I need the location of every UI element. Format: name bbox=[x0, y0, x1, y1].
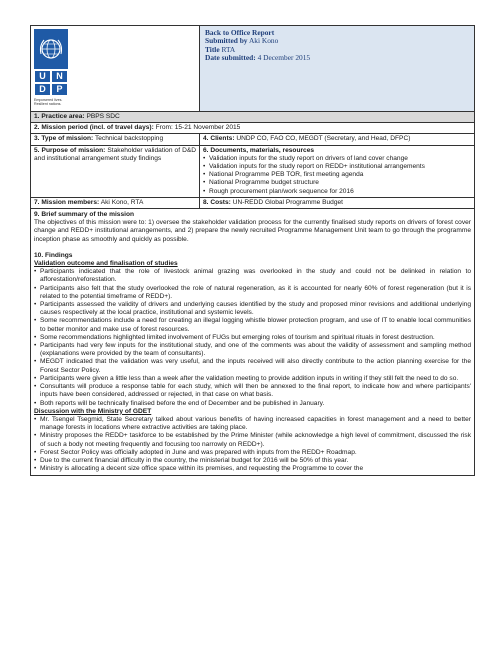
header-row bbox=[31, 26, 475, 112]
list-item: • Both reports will be technically finalised before the end of December and be published in January. bbox=[34, 400, 471, 408]
mission-period-label: 2. Mission period (incl. of travel days): bbox=[34, 124, 154, 132]
logo-letter: N bbox=[51, 70, 68, 83]
practice-area-row bbox=[31, 112, 475, 123]
ministry-list bbox=[34, 416, 471, 473]
summary-text: The objectives of this mission were to: 1) oversee the stakeholder validation process for the currently finalised study reports on drivers of forest cover change and REDD+ institutional arrangements, and 2) prepare the newly recruited Programme Management Unit team to go through the programme inception phase as smoothly and quickly as possible. bbox=[34, 219, 471, 243]
report-header-info bbox=[200, 26, 475, 112]
date-label: Date submitted: bbox=[205, 53, 256, 63]
list-item: • Mr. Tsengel Tsegmid, State Secretary talked about various benefits of having increased capacities in forest management and a need to better manage forests in locations where extractive activities are taking place. bbox=[34, 416, 471, 432]
list-item: • National Programme PEB TOR, first meeting agenda bbox=[203, 171, 471, 179]
clients-label: 4. Clients: bbox=[203, 135, 235, 143]
mission-period-value: From: 15-21 November 2015 bbox=[155, 124, 241, 132]
purpose-row bbox=[31, 145, 475, 197]
costs-value: UN-REDD Global Programme Budget bbox=[232, 198, 344, 206]
ministry-subheading: Discussion with the Ministry of GDET bbox=[34, 407, 152, 415]
documents-label: 6. Documents, materials, resources bbox=[203, 146, 315, 154]
list-item: • Participants indicated that the role of livestock animal grazing was overlooked in the study and could not be delinked in relation to afforestation/reforestation. bbox=[34, 268, 471, 284]
list-item: • Participants had very few inputs for the institutional study, and one of the comments was about the validity of assessment and sampling method (explanations were provided by the team of consultants). bbox=[34, 342, 471, 358]
list-item: • Consultants will produce a response table for each study, which will then be annexed to the final report, to indicate how and where participants' inputs have been considered, addressed or rejected, in that case on what basis. bbox=[34, 383, 471, 399]
list-item: • Some recommendations include a need for creating an illegal logging whistle blower protection program, and use of IT to enable local communities to better monitor and make use of forest resources. bbox=[34, 317, 471, 333]
title-label: Title bbox=[205, 44, 220, 54]
logo-letter: D bbox=[34, 83, 51, 96]
practice-area-value: PBPS SDC bbox=[86, 113, 120, 120]
mission-type-label: 3. Type of mission: bbox=[34, 135, 94, 143]
mission-type-value: Technical backstopping bbox=[94, 135, 164, 143]
date-value: 4 December 2015 bbox=[257, 53, 311, 63]
list-item: • Rough procurement plan/work sequence for 2016 bbox=[203, 188, 471, 196]
mission-type-row bbox=[31, 134, 475, 145]
members-label: 7. Mission members: bbox=[34, 198, 100, 206]
logo-cell bbox=[31, 26, 200, 112]
logo-letter: U bbox=[34, 70, 51, 83]
mission-period-row bbox=[31, 123, 475, 134]
logo-letter: P bbox=[51, 83, 68, 96]
validation-subheading: Validation outcome and finalisation of studies bbox=[34, 260, 178, 268]
practice-area-label: 1. Practice area: bbox=[34, 113, 85, 120]
list-item: • Forest Sector Policy was officially adopted in June and was prepared with inputs from the REDD+ Roadmap. bbox=[34, 449, 471, 457]
list-item: • Ministry proposes the REDD+ taskforce to be established by the Prime Minister (while acknowledge a high level of commitment, discussed the risk of such a body not meeting frequently and focusing too narrowly on REDD+). bbox=[34, 432, 471, 448]
submitted-value: Aki Kono bbox=[248, 36, 279, 46]
members-value: Aki Kono, RTA bbox=[100, 198, 144, 206]
list-item: • Validation inputs for the study report on drivers of land cover change bbox=[203, 155, 471, 163]
list-item: • Some recommendations highlighted limited involvement of FUGs but emerging roles of tourism and spiritual rituals in forest destruction. bbox=[34, 334, 471, 342]
logo-tagline: Empowered lives. Resilient nations. bbox=[34, 98, 63, 106]
validation-list bbox=[34, 268, 471, 407]
list-item: • Participants were given a little less than a week after the validation meeting to provide addition inputs in writing if they still felt the need to do so. bbox=[34, 375, 471, 383]
list-item: • Participants assessed the validity of drivers and underlying causes identified by the study and proposed minor revisions and additional underlying causes respectively at the local practice, institutional and systemic levels. bbox=[34, 301, 471, 317]
costs-label: 8. Costs: bbox=[203, 198, 231, 206]
submitted-label: Submitted by bbox=[205, 36, 248, 46]
report-form-table bbox=[30, 25, 475, 476]
un-emblem-icon bbox=[34, 29, 68, 69]
list-item: • National Programme budget structure bbox=[203, 179, 471, 187]
title-value: RTA bbox=[221, 44, 236, 54]
summary-heading: 9. Brief summary of the mission bbox=[34, 211, 135, 219]
clients-value: UNDP CO, FAO CO, MEGDT (Secretary, and Head, DFPC) bbox=[236, 135, 411, 143]
report-title: Back to Office Report bbox=[205, 28, 275, 37]
undp-letters bbox=[34, 70, 68, 96]
list-item: • Due to the current financial difficulty in the country, the ministerial budget for 2016 will be 50% of this year. bbox=[34, 457, 471, 465]
documents-list bbox=[203, 155, 471, 196]
undp-logo bbox=[34, 29, 68, 106]
purpose-label: 5. Purpose of mission: bbox=[34, 146, 106, 154]
members-row bbox=[31, 197, 475, 208]
summary-row bbox=[31, 209, 475, 476]
list-item: • MEGDT indicated that the validation was very useful, and the inputs received will also directly contribute to the action planning exercise for the Forest Sector Policy. bbox=[34, 358, 471, 374]
list-item: • Participants also felt that the study overlooked the role of natural regeneration, as it is accounted for nearly 60% of forest regeneration (but it is related to the potential timeframe of REDD+). bbox=[34, 285, 471, 301]
purpose-value: Stakeholder validation of D&D and institutional arrangement study findings bbox=[34, 146, 196, 162]
list-item: • Ministry is allocating a decent size office space within its premises, and requesting the Programme to cover the bbox=[34, 465, 471, 473]
findings-heading: 10. Findings bbox=[34, 251, 73, 259]
list-item: • Validation inputs for the study report on REDD+ institutional arrangements bbox=[203, 163, 471, 171]
